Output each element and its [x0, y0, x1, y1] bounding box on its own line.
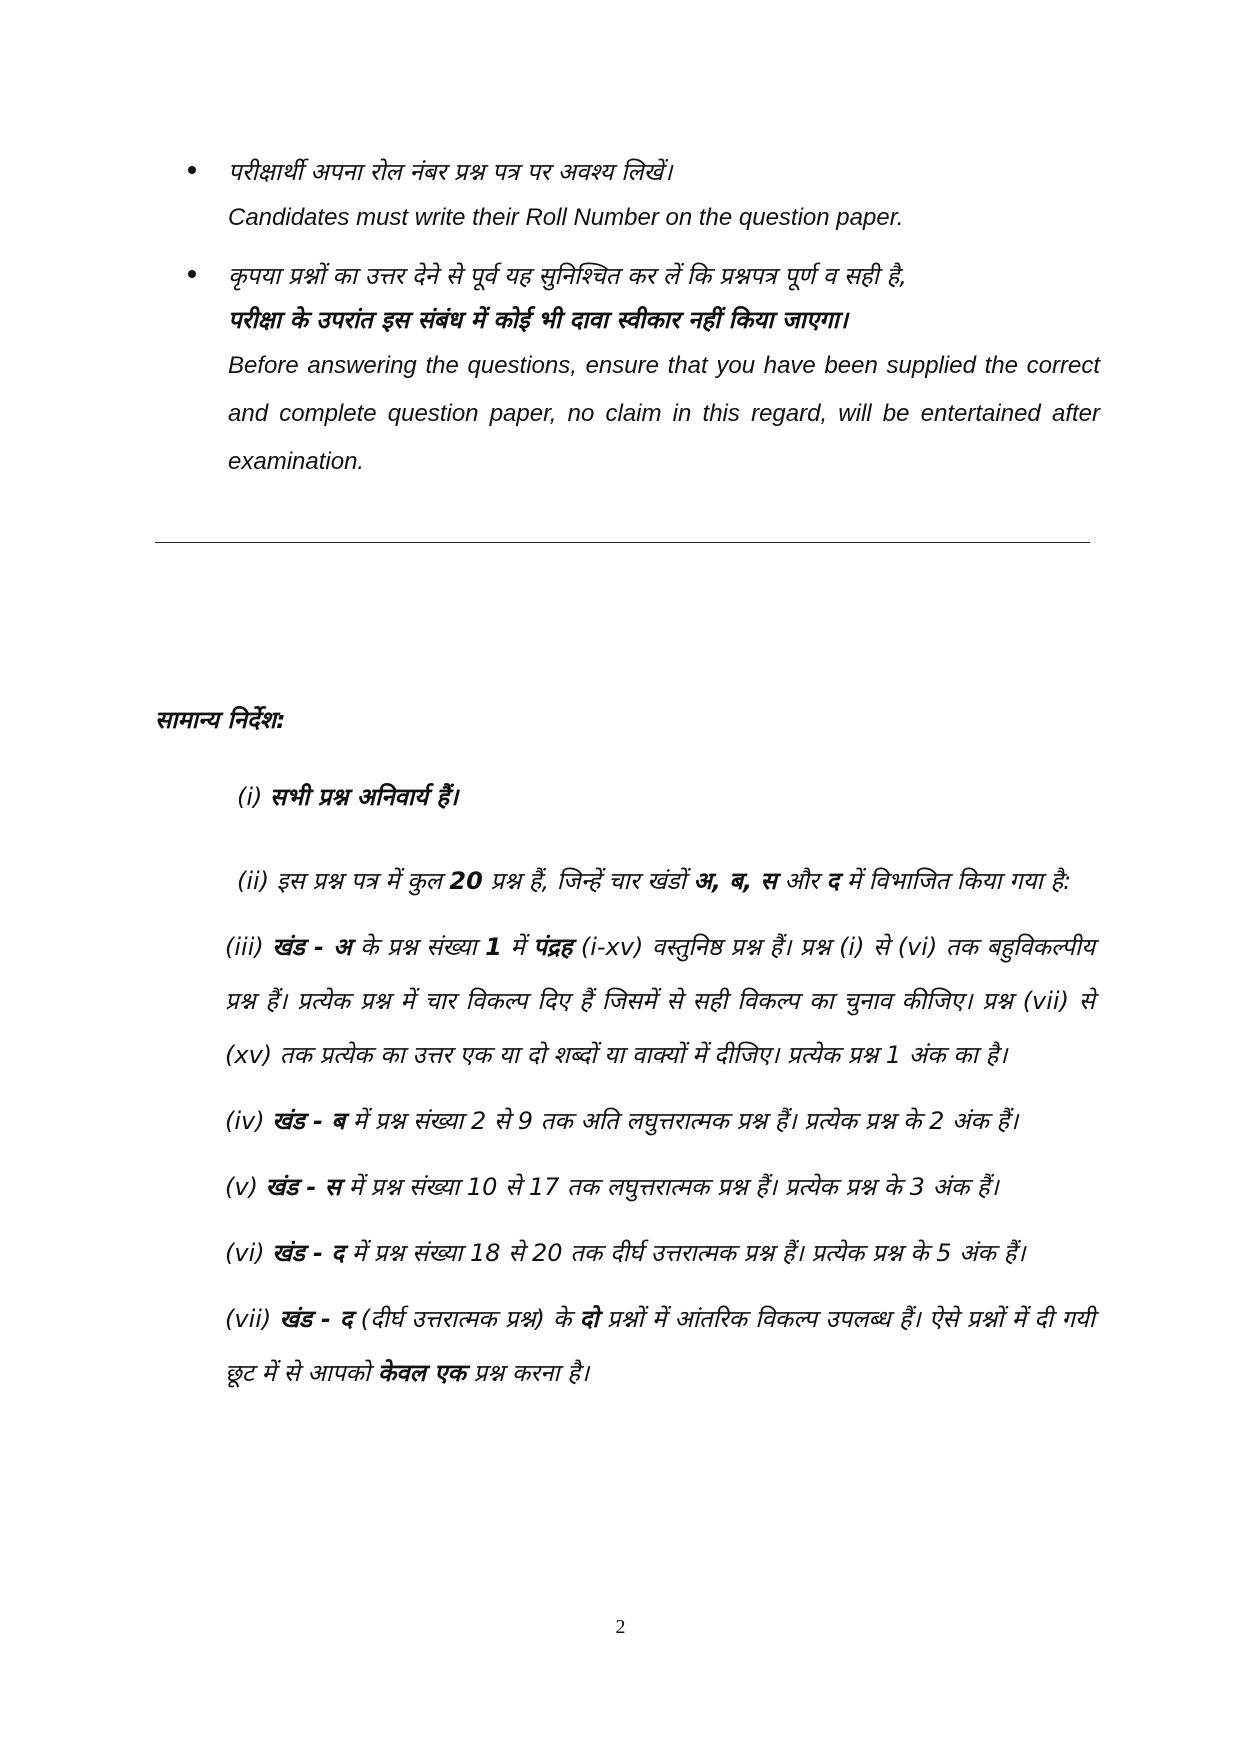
- divider-line: [155, 542, 1090, 543]
- note-roll-number: [180, 150, 1100, 242]
- note-hindi: कृपया प्रश्नों का उत्तर देने से पूर्व यह सुनिश्चित कर लें कि प्रश्नपत्र पूर्ण व सही है,: [228, 262, 907, 290]
- bullet-icon: [188, 166, 196, 174]
- instruction-i: (i) सभी प्रश्न अनिवार्य हैं।: [237, 783, 459, 811]
- instruction-vii: (vii) खंड - द (दीर्घ उत्तरात्मक प्रश्न) के दो प्रश्नों में आंतरिक विकल्प उपलब्ध हैं। ऐसे प्रश्नों में दी गयी छूट में से आपको केवल एक प्रश्न करना है।: [225, 1305, 1095, 1387]
- page-number: 2: [615, 1616, 626, 1638]
- instruction-iii: (iii) खंड - अ के प्रश्न संख्या 1 में पंद्रह (i-xv) वस्तुनिष्ठ प्रश्न हैं। प्रश्न (i) से (vi) तक बहुविकल्पीय प्रश्न हैं। प्रत्येक प्रश्न में चार विकल्प दिए हैं जिसमें से सही विकल्प का चुनाव कीजिए। प्रश्न (vii) से (xv) तक प्रत्येक का उत्तर एक या दो शब्दों या वाक्यों में दीजिए। प्रत्येक प्रश्न 1 अंक का है।: [225, 933, 1096, 1069]
- bullet-icon: [188, 270, 196, 278]
- note-hindi-bold: परीक्षा के उपरांत इस संबंध में कोई भी दावा स्वीकार नहीं किया जाएगा।: [228, 306, 848, 334]
- instruction-ii: (ii) इस प्रश्न पत्र में कुल 20 प्रश्न हैं, जिन्हें चार खंडों अ, ब, स और द में विभाजित किया गया है:: [237, 867, 1072, 895]
- candidate-notes: [180, 150, 1100, 498]
- note-english: Candidates must write their Roll Number on the question paper.: [228, 204, 904, 231]
- general-instructions-heading: सामान्य निर्देश:: [155, 706, 286, 734]
- general-instructions: [225, 770, 1095, 1412]
- instruction-vi: (vi) खंड - द में प्रश्न संख्या 18 से 20 तक दीर्घ उत्तरात्मक प्रश्न हैं। प्रत्येक प्रश्न के 5 अंक हैं।: [225, 1239, 1026, 1267]
- note-verify-paper: [180, 254, 1100, 486]
- instruction-v: (v) खंड - स में प्रश्न संख्या 10 से 17 तक लघुत्तरात्मक प्रश्न हैं। प्रत्येक प्रश्न के 3 अंक हैं।: [225, 1173, 999, 1201]
- note-english: Before answering the questions, ensure that you have been supplied the correct and complete question paper, no claim in this regard, will be entertained after examination.: [228, 352, 1100, 475]
- note-hindi: परीक्षार्थी अपना रोल नंबर प्रश्न पत्र पर अवश्य लिखें।: [228, 158, 673, 186]
- instruction-iv: (iv) खंड - ब में प्रश्न संख्या 2 से 9 तक अति लघुत्तरात्मक प्रश्न हैं। प्रत्येक प्रश्न के 2 अंक हैं।: [225, 1107, 1019, 1135]
